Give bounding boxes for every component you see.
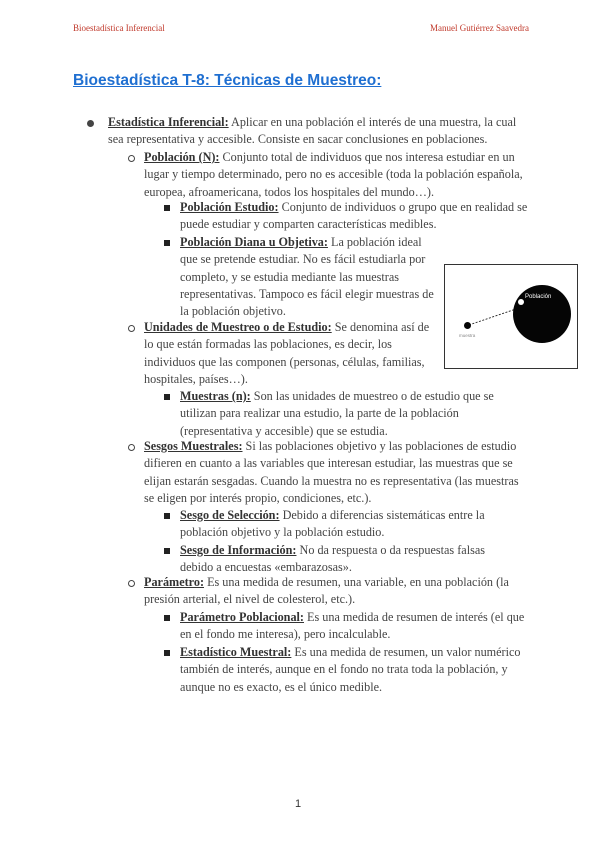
header-left: Bioestadística Inferencial [73, 23, 165, 33]
population-sample-figure [444, 264, 578, 369]
definition: Se denomina así de lo que están formadas las poblaciones, es decir, los individuos que las componen (personas, células, familias, hospitales, países…). [144, 320, 430, 386]
bullet-disc [87, 120, 94, 127]
item-poblacion-diana [180, 234, 435, 320]
bullet-square [164, 548, 170, 554]
term: Sesgo de Selección: [180, 508, 280, 522]
bullet-circle [128, 580, 135, 587]
population-circle [513, 285, 571, 343]
bullet-circle [128, 325, 135, 332]
term: Parámetro: [144, 575, 205, 589]
bullet-square [164, 394, 170, 400]
definition: Si las poblaciones objetivo y las poblaciones de estudio difieren en cuanto a las variables que interesan estudiar, las muestras que se elijan estarán sesgadas. Cuando la muestra no es representativa (las muestras se eligen por interés propio, condiciones, etc.). [144, 439, 519, 505]
term: Unidades de Muestreo o de Estudio: [144, 320, 332, 334]
item-inferencial [108, 114, 528, 149]
bullet-square [164, 650, 170, 656]
item-poblacion [144, 149, 528, 201]
definition: Conjunto de individuos o grupo que en realidad se puede estudiar y comparten características medibles. [180, 200, 528, 232]
bullet-square [164, 205, 170, 211]
definition: Son las unidades de muestreo o de estudio que se utilizan para realizar una estudio, la parte de la población (representativa y accesible) que se estudia. [180, 389, 494, 438]
item-sesgo-seleccion [180, 507, 520, 542]
item-parametro-poblacional [180, 609, 528, 644]
bullet-square [164, 240, 170, 246]
definition: Conjunto total de individuos que nos interesa estudiar en un lugar y tiempo determinado, pero no es accesible (toda la población española, europea, afroamericana, todos los hospitales del mundo…). [144, 150, 523, 199]
bullet-square [164, 615, 170, 621]
item-parametro [144, 574, 528, 609]
bullet-circle [128, 155, 135, 162]
term: Estadística Inferencial: [108, 115, 229, 129]
term: Parámetro Poblacional: [180, 610, 304, 624]
item-sesgo-informacion [180, 542, 520, 577]
sample-label: muestra [459, 333, 476, 338]
term: Sesgo de Información: [180, 543, 297, 557]
item-muestras [180, 388, 510, 440]
population-point [518, 299, 524, 305]
definition: Es una medida de resumen de interés (el que en el fondo me interesa), pero incalculable. [180, 610, 525, 642]
definition: La población ideal que se pretende estudiar. No es fácil estudiarla por completo, y se estudia mediante las muestras representativas. Tampoco es fácil elegir muestras de la población objetivo. [180, 235, 434, 319]
page-title: Bioestadística T-8: Técnicas de Muestreo: [73, 72, 382, 89]
item-sesgos [144, 438, 528, 507]
page-number: 1 [295, 798, 302, 810]
header-right: Manuel Gutiérrez Saavedra [430, 23, 529, 33]
bullet-circle [128, 444, 135, 451]
item-estadistico-muestral [180, 644, 528, 696]
term: Población (N): [144, 150, 220, 164]
item-poblacion-estudio [180, 199, 528, 234]
term: Población Diana u Objetiva: [180, 235, 328, 249]
term: Muestras (n): [180, 389, 251, 403]
definition: Es una medida de resumen, un valor numérico también de interés, aunque en el fondo no trata toda la población, y aunque no es exacto, es el único medible. [180, 645, 521, 694]
bullet-square [164, 513, 170, 519]
definition: Aplicar en una población el interés de una muestra, la cual sea representativa y accesible. Consiste en sacar conclusiones en poblaciones. [108, 115, 517, 147]
definition: No da respuesta o da respuestas falsas debido a encuestas «embarazosas». [180, 543, 485, 575]
term: Estadístico Muestral: [180, 645, 292, 659]
item-unidades [144, 319, 434, 388]
definition: Es una medida de resumen, una variable, en una población (la presión arterial, el nivel de colesterol, etc.). [144, 575, 509, 607]
term: Población Estudio: [180, 200, 279, 214]
term: Sesgos Muestrales: [144, 439, 243, 453]
definition: Debido a diferencias sistemáticas entre la población objetivo y la población estudio. [180, 508, 485, 540]
population-label: Población [525, 294, 552, 300]
sample-point [464, 322, 471, 329]
